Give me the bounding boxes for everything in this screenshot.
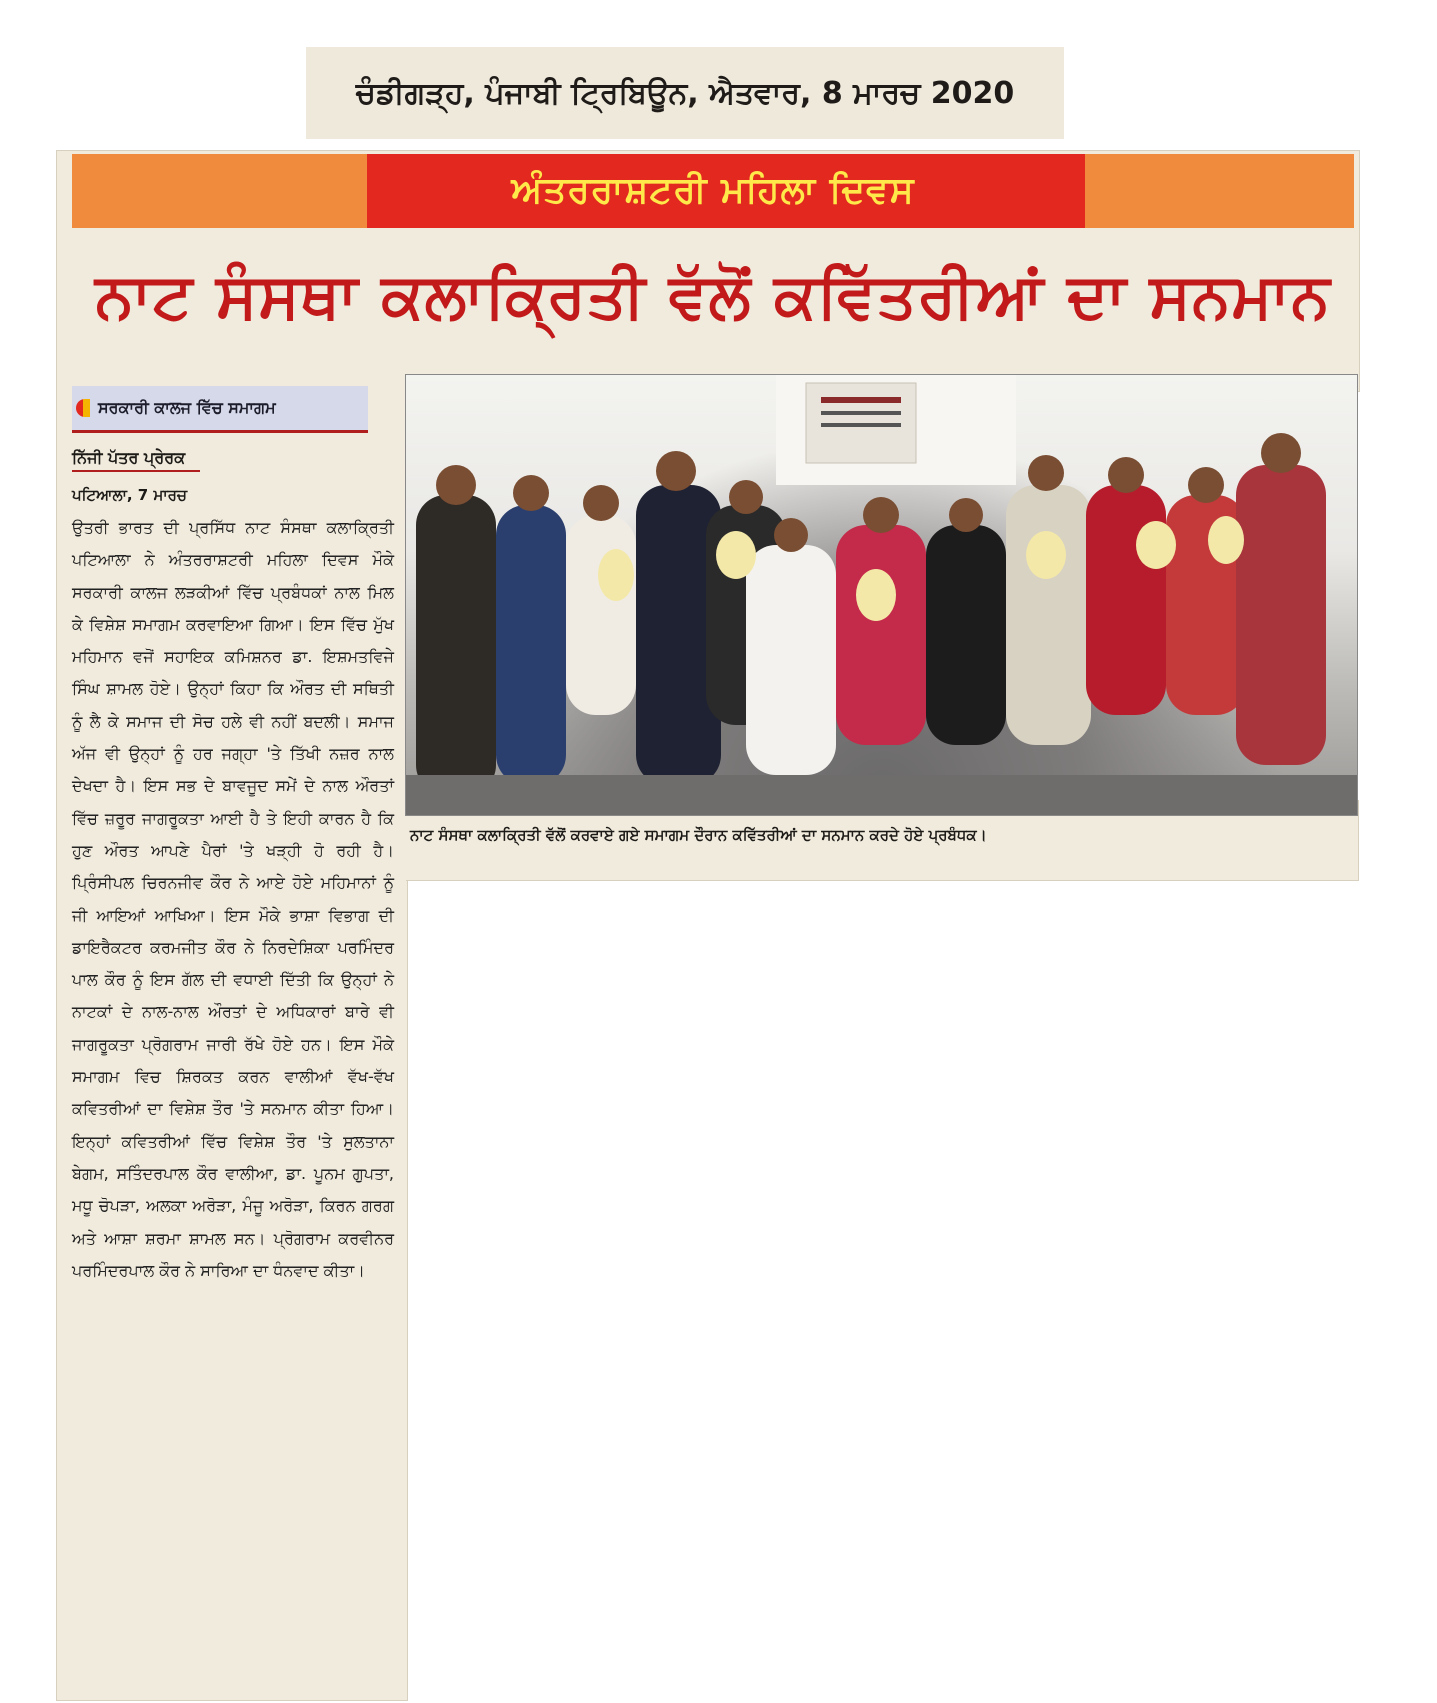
newspaper-dateline-strip xyxy=(306,47,1064,139)
dateline-text: ਚੰਡੀਗੜ੍ਹ, ਪੰਜਾਬੀ ਟ੍ਰਿਬਿਊਨ, ਐਤਵਾਰ, 8 ਮਾਰਚ 2020 xyxy=(355,75,1015,111)
kicker xyxy=(72,386,368,433)
byline-text: ਨਿੱਜੀ ਪੱਤਰ ਪ੍ਰੇਰਕ xyxy=(72,448,186,467)
headline: ਨਾਟ ਸੰਸਥਾ ਕਲਾਕ੍ਰਿਤੀ ਵੱਲੋਂ ਕਵਿੱਤਰੀਆਂ ਦਾ ਸਨਮਾਨ xyxy=(95,259,1331,332)
photo-illustration xyxy=(406,375,1357,815)
kicker-text: ਸਰਕਾਰੀ ਕਾਲਜ ਵਿੱਚ ਸਮਾਗਮ xyxy=(98,398,276,417)
article-dateline: ਪਟਿਆਲਾ, 7 ਮਾਰਚ xyxy=(72,486,188,504)
kicker-bullet-icon xyxy=(76,399,90,417)
byline-rule xyxy=(72,470,200,472)
section-band xyxy=(72,154,1354,228)
photo-caption: ਨਾਟ ਸੰਸਥਾ ਕਲਾਕ੍ਰਿਤੀ ਵੱਲੋਂ ਕਰਵਾਏ ਗਏ ਸਮਾਗਮ ਦੌਰਾਨ ਕਵਿੱਤਰੀਆਂ ਦਾ ਸਨਮਾਨ ਕਰਦੇ ਹੋਏ ਪ੍ਰਬੰਧਕ। xyxy=(410,826,987,844)
article-body: ਉਤਰੀ ਭਾਰਤ ਦੀ ਪ੍ਰਸਿੱਧ ਨਾਟ ਸੰਸਥਾ ਕਲਾਕ੍ਰਿਤੀ ਪਟਿਆਲਾ ਨੇ ਅੰਤਰਰਾਸ਼ਟਰੀ ਮਹਿਲਾ ਦਿਵਸ ਮੌਕੇ ਸਰਕਾਰੀ ਕਾਲਜ ਲੜਕੀਆਂ ਵਿੱਚ ਪ੍ਰਬੰਧਕਾਂ ਨਾਲ ਮਿਲ ਕੇ ਵਿਸ਼ੇਸ਼ ਸਮਾਗਮ ਕਰਵਾਇਆ ਗਿਆ। ਇਸ ਵਿੱਚ ਮੁੱਖ ਮਹਿਮਾਨ ਵਜੋਂ ਸਹਾਇਕ ਕਮਿਸ਼ਨਰ ਡਾ. ਇਸ਼ਮਤਵਿਜੇ ਸਿੰਘ ਸ਼ਾਮਲ ਹੋਏ। ਉਨ੍ਹਾਂ ਕਿਹਾ ਕਿ ਔਰਤ ਦੀ ਸਥਿਤੀ ਨੂੰ ਲੈ ਕੇ ਸਮਾਜ ਦੀ ਸੋਚ ਹਲੇ ਵੀ ਨਹੀਂ ਬਦਲੀ। ਸਮਾਜ ਅੱਜ ਵੀ ਉਨ੍ਹਾਂ ਨੂੰ ਹਰ ਜਗ੍ਹਾ 'ਤੇ ਤਿੱਖੀ ਨਜ਼ਰ ਨਾਲ ਦੇਖਦਾ ਹੈ। ਇਸ ਸਭ ਦੇ ਬਾਵਜੂਦ ਸਮੇਂ ਦੇ ਨਾਲ ਔਰਤਾਂ ਵਿੱਚ ਜ਼ਰੂਰ ਜਾਗਰੂਕਤਾ ਆਈ ਹੈ ਤੇ ਇਹੀ ਕਾਰਨ ਹੈ ਕਿ ਹੁਣ ਔਰਤ ਆਪਣੇ ਪੈਰਾਂ 'ਤੇ ਖੜ੍ਹੀ ਹੋ ਰਹੀ ਹੈ। ਪ੍ਰਿੰਸੀਪਲ ਚਿਰਨਜੀਵ ਕੌਰ ਨੇ ਆਏ ਹੋਏ ਮਹਿਮਾਨਾਂ ਨੂੰ ਜੀ ਆਇਆਂ ਆਖਿਆ। ਇਸ ਮੌਕੇ ਭਾਸ਼ਾ ਵਿਭਾਗ ਦੀ ਡਾਇਰੈਕਟਰ ਕਰਮਜੀਤ ਕੌਰ ਨੇ ਨਿਰਦੇਸ਼ਿਕਾ ਪਰਮਿੰਦਰ ਪਾਲ ਕੌਰ ਨੂੰ ਇਸ ਗੱਲ ਦੀ ਵਧਾਈ ਦਿੱਤੀ ਕਿ ਉਨ੍ਹਾਂ ਨੇ ਨਾਟਕਾਂ ਦੇ ਨਾਲ-ਨਾਲ ਔਰਤਾਂ ਦੇ ਅਧਿਕਾਰਾਂ ਬਾਰੇ ਵੀ ਜਾਗਰੂਕਤਾ ਪ੍ਰੋਗਰਾਮ ਜਾਰੀ ਰੱਖੇ ਹੋਏ ਹਨ। ਇਸ ਮੌਕੇ ਸਮਾਗਮ ਵਿਚ ਸ਼ਿਰਕਤ ਕਰਨ ਵਾਲੀਆਂ ਵੱਖ-ਵੱਖ ਕਵਿਤਰੀਆਂ ਦਾ ਵਿਸ਼ੇਸ਼ ਤੌਰ 'ਤੇ ਸਨਮਾਨ ਕੀਤਾ ਹਿਆ। ਇਨ੍ਹਾਂ ਕਵਿਤਰੀਆਂ ਵਿੱਚ ਵਿਸ਼ੇਸ਼ ਤੌਰ 'ਤੇ ਸੁਲਤਾਨਾ ਬੇਗਮ, ਸਤਿੰਦਰਪਾਲ ਕੌਰ ਵਾਲੀਆ, ਡਾ. ਪੂਨਮ ਗੁਪਤਾ, ਮਧੂ ਚੋਪੜਾ, ਅਲਕਾ ਅਰੋੜਾ, ਮੰਜੂ ਅਰੋੜਾ, ਕਿਰਨ ਗਰਗ ਅਤੇ ਆਸ਼ਾ ਸ਼ਰਮਾ ਸ਼ਾਮਲ ਸਨ। ਪ੍ਰੋਗਰਾਮ ਕਰਵੀਨਰ ਪਰਮਿੰਦਰਪਾਲ ਕੌਰ ਨੇ ਸਾਰਿਆ ਦਾ ਧੰਨਵਾਦ ਕੀਤਾ। xyxy=(72,518,394,1280)
byline xyxy=(72,448,372,472)
section-label: ਅੰਤਰਰਾਸ਼ਟਰੀ ਮਹਿਲਾ ਦਿਵਸ xyxy=(511,170,915,211)
event-photo xyxy=(405,374,1358,816)
